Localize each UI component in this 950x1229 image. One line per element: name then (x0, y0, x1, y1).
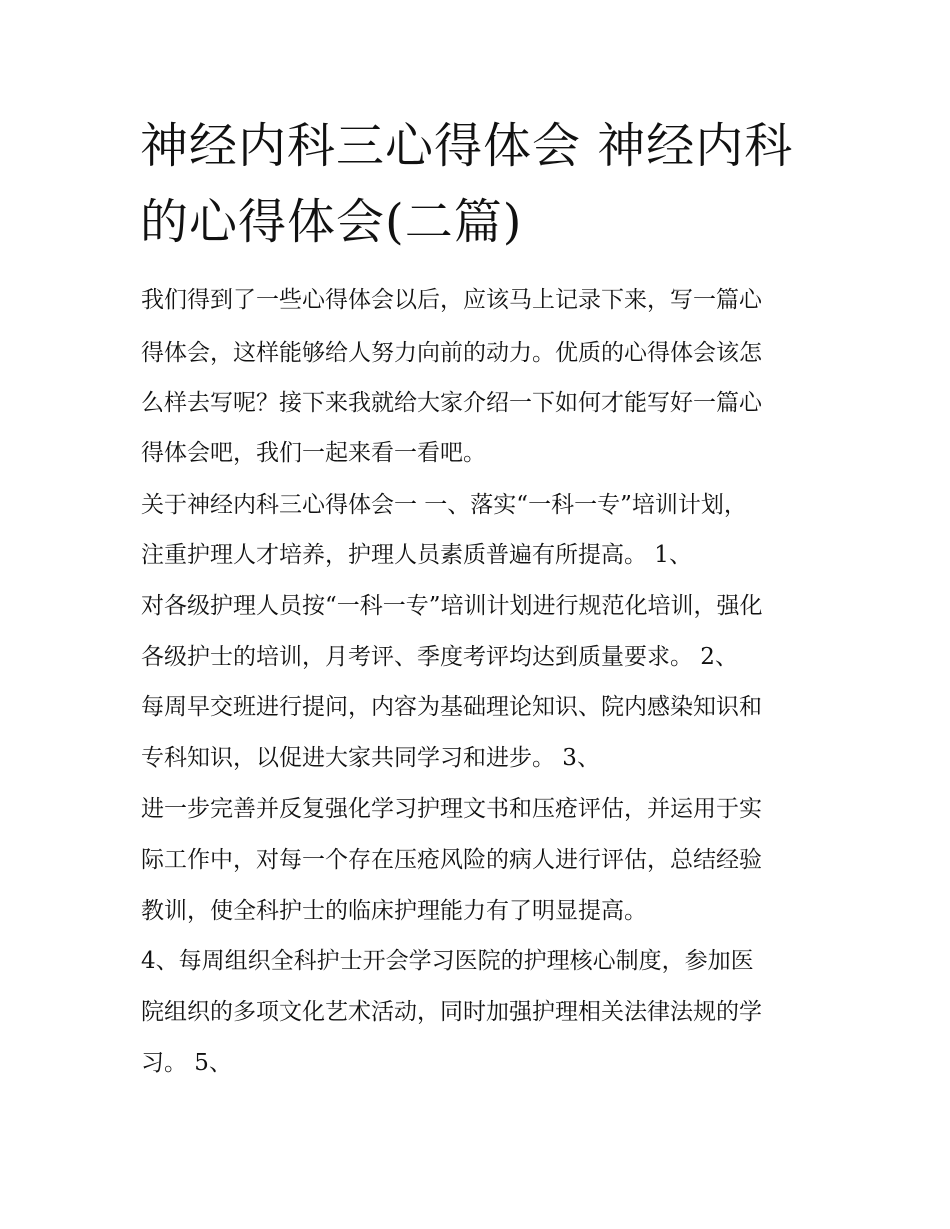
body-line-7: 对各级护理人员按“一科一专”培训计划进行规范化培训，强化 (141, 593, 763, 619)
body-line-6: 注重护理人才培养，护理人员素质普遍有所提高。 1、 (141, 542, 692, 568)
title-line-2: 的心得体会(二篇) (140, 194, 523, 250)
body-line-1: 我们得到了一些心得体会以后，应该马上记录下来，写一篇心 (141, 287, 762, 313)
body-line-10: 专科知识，以促进大家共同学习和进步。 3、 (141, 745, 600, 771)
title-line-1: 神经内科三心得体会 神经内科 (140, 118, 794, 174)
body-line-16: 习。 5、 (141, 1050, 232, 1076)
body-line-5: 关于神经内科三心得体会一 一、落实“一科一专”培训计划， (141, 492, 747, 518)
body-line-2: 得体会，这样能够给人努力向前的动力。优质的心得体会该怎 (141, 340, 762, 366)
body-line-15: 院组织的多项文化艺术活动，同时加强护理相关法律法规的学 (141, 999, 762, 1025)
body-line-9: 每周早交班进行提问，内容为基础理论知识、院内感染知识和 (141, 694, 762, 720)
body-line-8: 各级护士的培训，月考评、季度考评均达到质量要求。 2、 (141, 644, 738, 670)
body-line-11: 进一步完善并反复强化学习护理文书和压疮评估，并运用于实 (141, 796, 762, 822)
body-line-4: 得体会吧，我们一起来看一看吧。 (141, 440, 486, 466)
body-line-3: 么样去写呢？接下来我就给大家介绍一下如何才能写好一篇心 (141, 390, 762, 416)
body-line-13: 教训，使全科护士的临床护理能力有了明显提高。 (141, 898, 647, 924)
body-line-14: 4、每周组织全科护士开会学习医院的护理核心制度，参加医 (141, 948, 754, 974)
body-line-12: 际工作中，对每一个存在压疮风险的病人进行评估，总结经验 (141, 847, 762, 873)
document-title (140, 108, 820, 260)
